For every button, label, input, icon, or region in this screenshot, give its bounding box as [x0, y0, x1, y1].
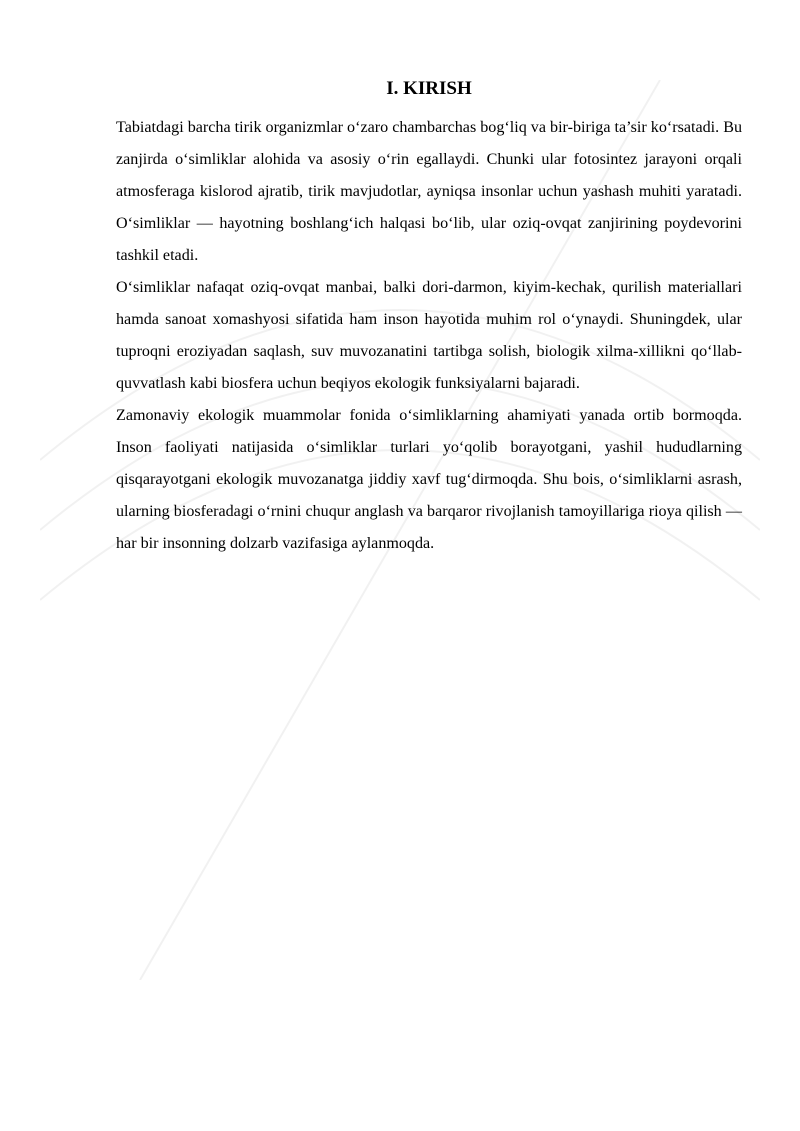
paragraph-intro: Tabiatdagi barcha tirik organizmlar o‘zaro chambarchas bog‘liq va bir-biriga ta’sir ko‘rsatadi. Bu zanjirda o‘simliklar alohida va asosiy o‘rin egallaydi. Chunki ular fotosintez jarayoni orqali atmosferaga kislorod ajratib, tirik mavjudotlar, ayniqsa insonlar uchun yashash muhiti yaratadi. O‘simliklar — hayotning boshlang‘ich halqasi bo‘lib, ular oziq-ovqat zanjirining poydevorini tashkil etadi.: [116, 119, 742, 264]
paragraph-ecology: Zamonaviy ekologik muammolar fonida o‘simliklarning ahamiyati yanada ortib bormoqda. Inson faoliyati natijasida o‘simliklar turlari yo‘qolib borayotgani, yashil hududlarning qisqarayotgani ekologik muvozanatga jiddiy xavf tug‘dirmoqda. Shu bois, o‘simliklarni asrash, ularning biosferadagi o‘rnini chuqur anglash va barqaror rivojlanish tamoyillariga rioya qilish — har bir insonning dolzarb vazifasiga aylanmoqda.: [116, 407, 742, 552]
section-heading: I. KIRISH: [386, 78, 472, 99]
body-text: [116, 112, 742, 560]
paragraph-uses: O‘simliklar nafaqat oziq-ovqat manbai, balki dori-darmon, kiyim-kechak, qurilish materiallari hamda sanoat xomashyosi sifatida ham inson hayotida muhim rol o‘ynaydi. Shuningdek, ular tuproqni eroziyadan saqlash, suv muvozanatini tartibga solish, biologik xilma-xillikni qo‘llab-quvvatlash kabi biosfera uchun beqiyos ekologik funksiyalarni bajaradi.: [116, 279, 742, 392]
